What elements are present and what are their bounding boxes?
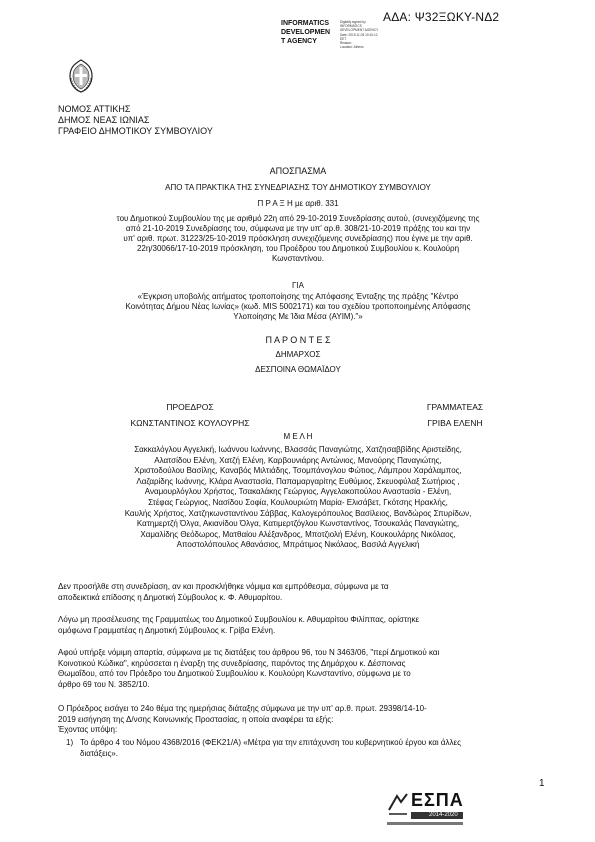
decision-number: Π Ρ Α Ξ Η με αριθ. 331 [257, 199, 339, 208]
intro-paragraph [58, 214, 538, 264]
quorum-line: Αφού υπήρξε νόμιμη απαρτία, σύμφωνα με τις διατάξεις του άρθρου 96, του Ν 3463/06, "περί Δημοτικού και [58, 648, 440, 657]
intro-line: Κωνσταντίνου. [271, 254, 325, 263]
secretary-name: ΓΡΙΒΑ ΕΛΕΝΗ [427, 418, 483, 428]
subject-line: Υλοποίησης Με Ίδια Μέσα (ΑΥΙΜ)."» [233, 312, 363, 321]
signature-detail: EET [340, 36, 347, 41]
list-item-number: 1) [66, 738, 74, 747]
members-line: Στέφας Γεώργιος, Νασίδου Σοφία, Κουλουριώτη Μαρία- Ελισάβετ, Γκότσης Ηρακλής, [148, 497, 448, 507]
org-line: ΔΗΜΟΣ ΝΕΑΣ ΙΩΝΙΑΣ [58, 115, 150, 125]
members-heading: Μ Ε Λ Η [283, 432, 313, 441]
members-list [58, 445, 538, 551]
signature-detail: INFORMATICS [340, 24, 362, 29]
signature-detail: Location: Athens [340, 45, 364, 50]
espa-subline [387, 822, 463, 825]
quorum-line: Κοινοτικού Κώδικα", κηρύσσεται η έναρξη της συνεδρίασης, παρόντος της Δημάρχου κ. Δέσποινας [58, 658, 406, 668]
signature-detail: Reason: [340, 41, 352, 46]
subject-line: «Έγκριση υποβολής αιτήματος τροποποίησης της Απόφασης Ένταξης της πράξης "Κέντρο [137, 292, 459, 301]
members-line: Χριστοδούλου Βασίλης, Καναβός Μιλτιάδης, Τσομπάνογλου Φώτιος, Λάμπρου Χαράλαμπος, [134, 466, 462, 476]
org-line: ΓΡΑΦΕΙΟ ΔΗΜΟΤΙΚΟΥ ΣΥΜΒΟΥΛΙΟΥ [58, 126, 213, 136]
organization-header [58, 104, 213, 137]
members-line: Αποστολόπουλος Αθανάσιος, Μπράτιμος Νικόλαος, Βασιλά Αγγελική [176, 540, 420, 550]
agenda-line: Ο Πρόεδρος εισάγει το 24ο θέμα της ημερήσιας διάταξης σύμφωνα με την υπ' αρ.θ. πρωτ. 29398/14-10- [58, 704, 427, 713]
president-name: ΚΩΝΣΤΑΝΤΙΝΟΣ ΚΟΥΛΟΥΡΗΣ [130, 418, 250, 428]
intro-line: 22η/30066/17-10-2019 πρόσκληση, του Προέδρου του Δημοτικού Συμβουλίου κ. Κουλούρη [136, 244, 460, 253]
absent-line: αποδεικτικά επίδοσης η Δημοτική Σύμβουλος κ. Φ. Αθυμαρίτου. [58, 592, 283, 602]
signature-line: T AGENCY [281, 38, 317, 45]
members-line: Αλατσίδου Ελένη, Χατζή Ελένη, Καρβουνιάρης Αντώνιος, Μανούρης Παναγιώτης, [154, 455, 442, 465]
signature-details [340, 20, 378, 49]
signature-line: DEVELOPMEN [281, 29, 331, 36]
intro-line: από 21-10-2019 Συνεδρίασης του, σύμφωνα με την υπ' αρ.θ. 308/21-10-2019 πράξης του και την [125, 224, 471, 233]
org-line: ΝΟΜΟΣ ΑΤΤΙΚΗΣ [58, 104, 131, 114]
page-number: 1 [539, 778, 545, 789]
secretary-paragraph [58, 615, 538, 636]
espa-years: 2014-2020 [429, 812, 458, 818]
secretary-line: Λόγω μη προσέλευσης της Γραμματέως του Δημοτικού Συμβουλίου κ. Αθυμαρίτου Φιλίππας, ορίστηκε [58, 615, 420, 624]
members-line: Κατημερτζή Όλγα, Ακιανίδου Όλγα, Κατιμερτζόγλου Κωνσταντίνος, Τσουκαλάς Παναγιώτης, [136, 519, 460, 529]
espa-logo [387, 790, 467, 830]
members-line: Καυλής Χρήστος, Χατζηκωνσταντίνου Σάββας, Καλογερόπουλος Βασίλειος, Βανδώρος Σπυρίδων, [124, 508, 472, 518]
members-line: Αναμουρλόγλου Χρήστος, Τσακαλάκης Γεώργιος, Αγγελακοπούλου Αναστασία - Ελένη, [144, 487, 452, 497]
intro-line: του Δημοτικού Συμβουλίου της με αριθμό 22η από 29-10-2019 Συνεδρίασης αυτού, (συνεχιζόμενης της [116, 214, 480, 223]
ada-code: ΑΔΑ: Ψ32ΞΩΚΥ-ΝΔ2 [383, 10, 500, 24]
absent-line: Δεν προσήλθε στη συνεδρίαση, αν και προσκλήθηκε νόμιμα και εμπρόθεσμα, σύμφωνα με τα [58, 582, 389, 591]
list-item-text: Το άρθρο 4 του Νόμου 4368/2016 (ΦΕΚ21/Α) «Μέτρα για την επιτάχυνση του κυβερνητικού έργου και άλλες διατάξεις». [80, 738, 461, 758]
eu-stars-icon [387, 792, 409, 816]
greek-emblem-icon [66, 58, 96, 94]
quorum-line: Θωμαΐδου, από τον Πρόεδρο του Δημοτικού Συμβουλίου κ. Κουλούρη Κωνσταντίνο, σύμφωνα με το [58, 669, 411, 678]
mayor-label: ΔΗΜΑΡΧΟΣ [275, 350, 321, 359]
document-subtitle: ΑΠΟ ΤΑ ΠΡΑΚΤΙΚΑ ΤΗΣ ΣΥΝΕΔΡΙΑΣΗΣ ΤΟΥ ΔΗΜΟΤΙΚΟΥ ΣΥΜΒΟΥΛΙΟΥ [165, 183, 431, 192]
signature-detail: Date: 2019.11.05 10:10:12 [340, 32, 378, 37]
agenda-line: 2019 εισήγηση της Δ/νσης Κοινωνικής Προστασίας, η οποία αναφέρει τα εξής: [58, 714, 334, 724]
secretary-line: ομόφωνα Γραμματέας η Δημοτική Σύμβουλος κ. Γρίβα Ελένη. [58, 625, 276, 635]
document-title: ΑΠΟΣΠΑΣΜΑ [269, 166, 327, 176]
mayor-name: ΔΕΣΠΟΙΝΑ ΘΩΜΑΪΔΟΥ [255, 365, 341, 374]
subject [58, 292, 538, 322]
quorum-line: άρθρο 69 του Ν. 3852/10. [58, 679, 150, 689]
signature-detail: Digitally signed by [340, 20, 366, 24]
absent-paragraph [58, 582, 538, 603]
quorum-paragraph [58, 648, 538, 690]
intro-line: υπ' αριθ. πρωτ. 31223/25-10-2019 πρόσκληση συνεχιζόμενης συνεδρίασης) που έγινε με την αριθ. [123, 234, 473, 243]
gia-label: ΓΙΑ [292, 281, 304, 290]
present-heading: Π Α Ρ Ο Ν Τ Ε Σ [265, 335, 331, 345]
members-line: Σακκαλόγλου Αγγελική, Ιωάννου Ιωάννης, Βλασσάς Παναγιώτης, Χατζησαββίδης Αριστείδης, [134, 445, 462, 454]
subject-line: Κοινότητας Δήμου Νέας Ιωνίας» (κωδ. MIS 5002171) και του σχεδίου τροποποιημένης Απόφασης [125, 302, 471, 311]
signature-detail: DEVELOPMENT AGENCY [340, 28, 379, 33]
list-item [58, 738, 538, 762]
members-line: Λαζαρίδης Ιωάννης, Κλάρα Αναστασία, Παπαμαργαρίτης Ευθύμιος, Σκευοφύλαξ Σωτήριος , [136, 476, 460, 486]
signature-org-lines [281, 19, 330, 46]
considering-label: Έχοντας υπόψη: [58, 725, 118, 734]
espa-logo-text: ΕΣΠΑ [411, 790, 464, 810]
secretary-label: ΓΡΑΜΜΑΤΕΑΣ [426, 402, 484, 412]
agenda-paragraph [58, 704, 538, 736]
president-label: ΠΡΟΕΔΡΟΣ [166, 402, 214, 412]
members-line: Χαμαλίδης Θεόδωρος, Ματθαίου Αλέξανδρος, Μποτζιολή Ελένη, Κουκουλάρης Νικόλαος, [140, 529, 456, 539]
signature-line: INFORMATICS [281, 20, 330, 27]
